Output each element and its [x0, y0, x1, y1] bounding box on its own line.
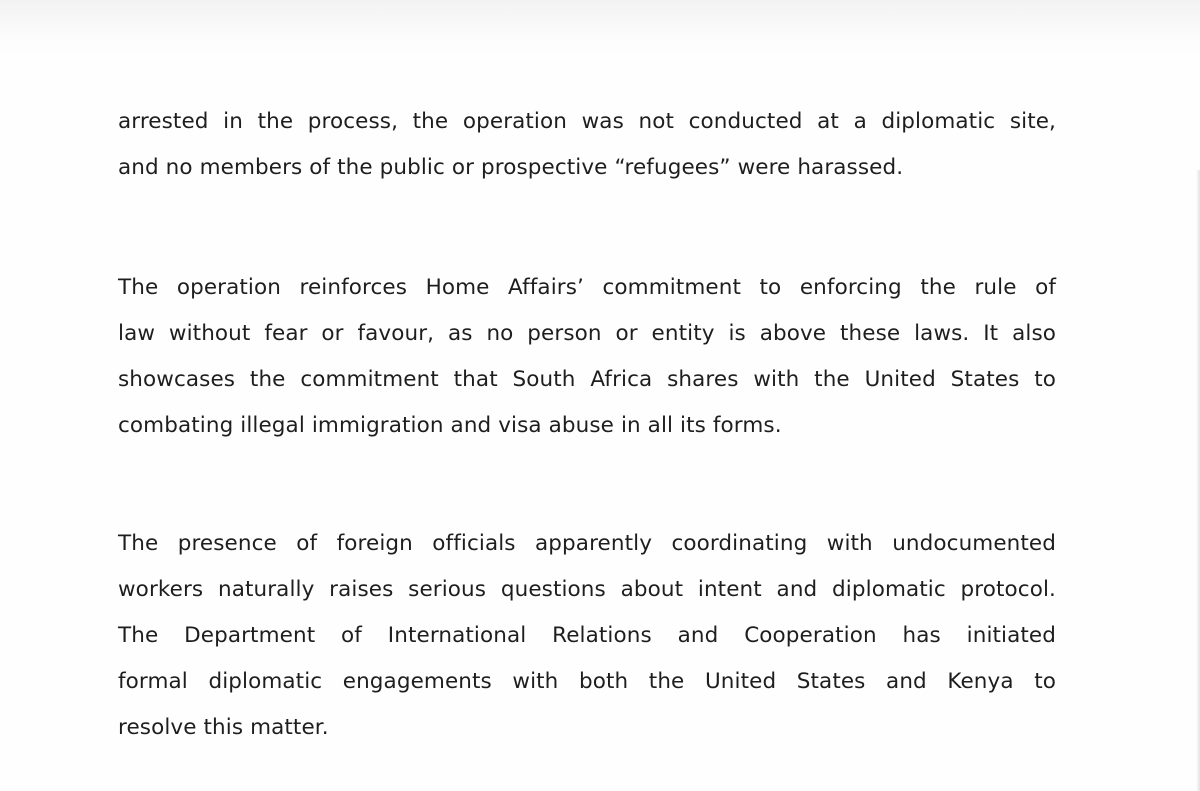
paragraph-line: law without fear or favour, as no person or entity is above these laws. It also	[118, 321, 1056, 346]
paragraph-line: resolve this matter.	[118, 715, 329, 740]
paragraph-line: formal diplomatic engagements with both the United States and Kenya to	[118, 669, 1056, 694]
paragraph-arrest-details	[118, 99, 1056, 191]
paragraph-line: and no members of the public or prospective “refugees” were harassed.	[118, 155, 904, 180]
paragraph-line: The presence of foreign officials apparently coordinating with undocumented	[118, 531, 1056, 556]
page-right-edge	[1196, 170, 1200, 791]
paragraph-diplomatic-engagement	[118, 521, 1056, 751]
paragraph-rule-of-law	[118, 265, 1056, 449]
paragraph-line: combating illegal immigration and visa abuse in all its forms.	[118, 413, 782, 438]
paragraph-line: arrested in the process, the operation was not conducted at a diplomatic site,	[118, 109, 1056, 134]
paragraph-line: The operation reinforces Home Affairs’ commitment to enforcing the rule of	[118, 275, 1056, 300]
paragraph-line: workers naturally raises serious questions about intent and diplomatic protocol.	[118, 577, 1056, 602]
paragraph-line: showcases the commitment that South Africa shares with the United States to	[118, 367, 1056, 392]
paragraph-line: The Department of International Relations and Cooperation has initiated	[118, 623, 1056, 648]
page-top-shadow	[0, 0, 1200, 60]
